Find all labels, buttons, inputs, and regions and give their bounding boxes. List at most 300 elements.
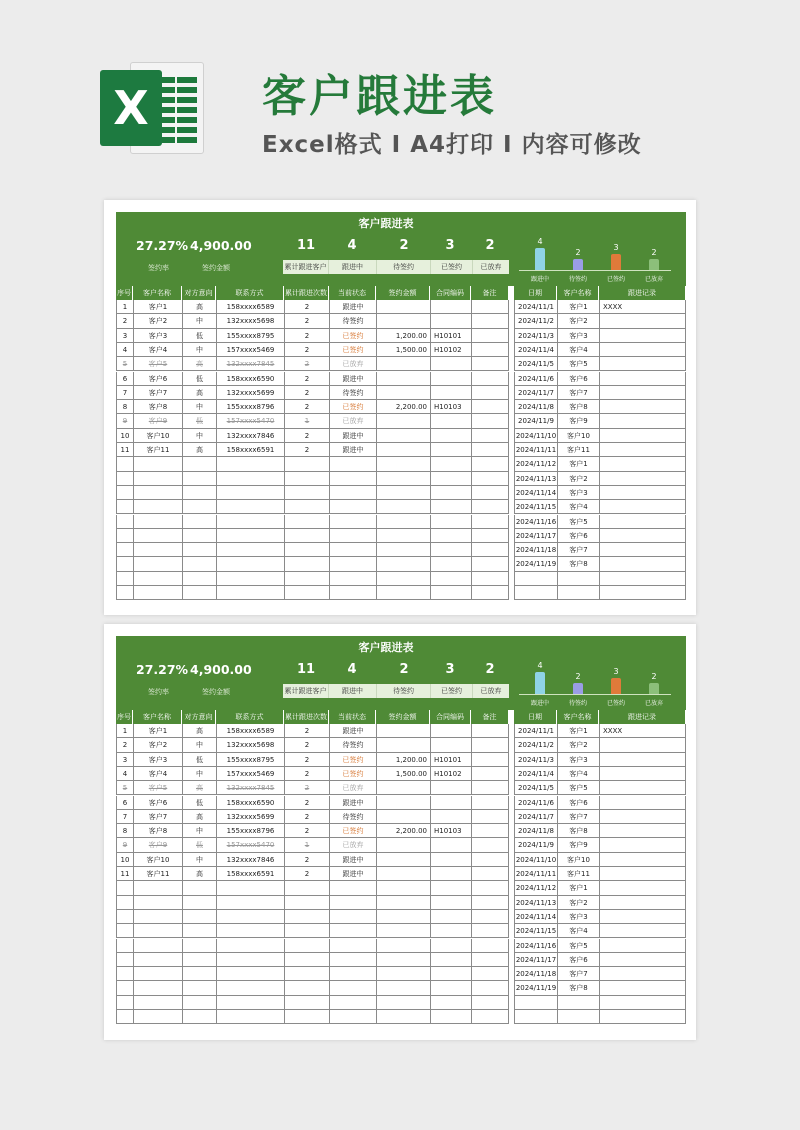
cell-phone[interactable]: [216, 981, 284, 995]
cell-note[interactable]: [471, 443, 509, 457]
cell-contract[interactable]: H10101: [430, 329, 471, 343]
cell-no[interactable]: [116, 924, 133, 938]
cell-phone[interactable]: [216, 910, 284, 924]
cell-amount[interactable]: [376, 996, 430, 1010]
log-cell-record[interactable]: [599, 924, 686, 938]
cell-amount[interactable]: [376, 300, 430, 314]
log-cell-date[interactable]: 2024/11/4: [514, 767, 557, 781]
cell-note[interactable]: [471, 500, 509, 514]
cell-amount[interactable]: [376, 472, 430, 486]
cell-intent[interactable]: 低: [182, 414, 216, 428]
cell-no[interactable]: 8: [116, 824, 133, 838]
cell-no[interactable]: 7: [116, 810, 133, 824]
cell-phone[interactable]: 132xxxx5698: [216, 738, 284, 752]
cell-status[interactable]: 已签约: [329, 767, 376, 781]
cell-note[interactable]: [471, 543, 509, 557]
cell-amount[interactable]: [376, 738, 430, 752]
cell-intent[interactable]: 中: [182, 314, 216, 328]
cell-contract[interactable]: [430, 996, 471, 1010]
log-cell-name[interactable]: 客户8: [557, 400, 599, 414]
cell-times[interactable]: 2: [284, 824, 329, 838]
cell-contract[interactable]: [430, 443, 471, 457]
cell-phone[interactable]: [216, 543, 284, 557]
log-cell-record[interactable]: [599, 543, 686, 557]
cell-no[interactable]: 9: [116, 838, 133, 852]
cell-contract[interactable]: H10102: [430, 767, 471, 781]
cell-amount[interactable]: [376, 586, 430, 600]
cell-no[interactable]: 10: [116, 429, 133, 443]
cell-status[interactable]: 已签约: [329, 343, 376, 357]
cell-contract[interactable]: [430, 810, 471, 824]
cell-amount[interactable]: 1,500.00: [376, 343, 430, 357]
cell-phone[interactable]: 132xxxx5699: [216, 810, 284, 824]
log-cell-record[interactable]: [599, 572, 686, 586]
cell-amount[interactable]: [376, 443, 430, 457]
cell-no[interactable]: 7: [116, 386, 133, 400]
cell-contract[interactable]: [430, 314, 471, 328]
cell-contract[interactable]: [430, 838, 471, 852]
cell-phone[interactable]: 157xxxx5469: [216, 767, 284, 781]
cell-intent[interactable]: [182, 500, 216, 514]
cell-status[interactable]: [329, 515, 376, 529]
cell-amount[interactable]: 2,200.00: [376, 824, 430, 838]
cell-amount[interactable]: [376, 838, 430, 852]
cell-phone[interactable]: [216, 500, 284, 514]
cell-times[interactable]: [284, 1010, 329, 1024]
log-cell-record[interactable]: [599, 329, 686, 343]
cell-amount[interactable]: 1,500.00: [376, 767, 430, 781]
cell-times[interactable]: 2: [284, 343, 329, 357]
cell-name[interactable]: [133, 472, 182, 486]
cell-name[interactable]: 客户2: [133, 738, 182, 752]
cell-phone[interactable]: 132xxxx5698: [216, 314, 284, 328]
cell-name[interactable]: [133, 586, 182, 600]
log-cell-record[interactable]: [599, 1010, 686, 1024]
cell-times[interactable]: 2: [284, 329, 329, 343]
cell-amount[interactable]: [376, 572, 430, 586]
cell-intent[interactable]: 高: [182, 867, 216, 881]
cell-phone[interactable]: 155xxxx8795: [216, 753, 284, 767]
cell-times[interactable]: 2: [284, 810, 329, 824]
cell-note[interactable]: [471, 867, 509, 881]
cell-no[interactable]: 11: [116, 443, 133, 457]
cell-note[interactable]: [471, 386, 509, 400]
cell-phone[interactable]: [216, 586, 284, 600]
log-cell-name[interactable]: 客户1: [557, 881, 599, 895]
cell-contract[interactable]: [430, 981, 471, 995]
cell-contract[interactable]: H10103: [430, 400, 471, 414]
cell-name[interactable]: 客户11: [133, 443, 182, 457]
column-header[interactable]: 合同编码: [430, 710, 470, 724]
cell-name[interactable]: 客户3: [133, 753, 182, 767]
cell-amount[interactable]: [376, 867, 430, 881]
cell-contract[interactable]: [430, 953, 471, 967]
cell-phone[interactable]: 132xxxx7846: [216, 429, 284, 443]
cell-contract[interactable]: [430, 557, 471, 571]
cell-note[interactable]: [471, 515, 509, 529]
cell-contract[interactable]: [430, 486, 471, 500]
log-cell-record[interactable]: [599, 586, 686, 600]
cell-amount[interactable]: [376, 429, 430, 443]
log-cell-name[interactable]: 客户7: [557, 543, 599, 557]
cell-times[interactable]: 2: [284, 738, 329, 752]
log-cell-record[interactable]: [599, 939, 686, 953]
log-cell-name[interactable]: 客户9: [557, 838, 599, 852]
log-cell-name[interactable]: 客户11: [557, 443, 599, 457]
cell-status[interactable]: [329, 543, 376, 557]
cell-contract[interactable]: [430, 586, 471, 600]
cell-amount[interactable]: [376, 796, 430, 810]
log-cell-name[interactable]: 客户5: [557, 781, 599, 795]
cell-intent[interactable]: 中: [182, 400, 216, 414]
log-cell-name[interactable]: 客户10: [557, 853, 599, 867]
cell-contract[interactable]: [430, 881, 471, 895]
cell-intent[interactable]: 低: [182, 796, 216, 810]
log-cell-name[interactable]: [557, 572, 599, 586]
cell-no[interactable]: [116, 472, 133, 486]
column-header[interactable]: 累计跟进次数: [284, 710, 328, 724]
cell-no[interactable]: [116, 953, 133, 967]
cell-status[interactable]: 跟进中: [329, 796, 376, 810]
cell-status[interactable]: [329, 557, 376, 571]
cell-no[interactable]: [116, 557, 133, 571]
cell-intent[interactable]: [182, 924, 216, 938]
cell-times[interactable]: 2: [284, 443, 329, 457]
log-cell-date[interactable]: 2024/11/17: [514, 953, 557, 967]
cell-no[interactable]: 4: [116, 343, 133, 357]
log-cell-date[interactable]: [514, 572, 557, 586]
cell-no[interactable]: [116, 896, 133, 910]
log-cell-name[interactable]: 客户7: [557, 386, 599, 400]
log-cell-date[interactable]: 2024/11/3: [514, 753, 557, 767]
cell-name[interactable]: [133, 967, 182, 981]
cell-contract[interactable]: [430, 457, 471, 471]
cell-note[interactable]: [471, 529, 509, 543]
cell-name[interactable]: 客户9: [133, 414, 182, 428]
log-cell-name[interactable]: [557, 1010, 599, 1024]
cell-times[interactable]: [284, 515, 329, 529]
cell-note[interactable]: [471, 400, 509, 414]
cell-amount[interactable]: [376, 910, 430, 924]
cell-phone[interactable]: 158xxxx6591: [216, 443, 284, 457]
cell-name[interactable]: 客户3: [133, 329, 182, 343]
cell-no[interactable]: 1: [116, 724, 133, 738]
cell-note[interactable]: [471, 910, 509, 924]
cell-name[interactable]: [133, 572, 182, 586]
cell-name[interactable]: [133, 939, 182, 953]
cell-status[interactable]: 待签约: [329, 314, 376, 328]
log-cell-date[interactable]: 2024/11/11: [514, 443, 557, 457]
cell-no[interactable]: [116, 515, 133, 529]
cell-amount[interactable]: [376, 557, 430, 571]
log-cell-date[interactable]: 2024/11/16: [514, 939, 557, 953]
cell-status[interactable]: [329, 486, 376, 500]
cell-amount[interactable]: [376, 953, 430, 967]
cell-intent[interactable]: 低: [182, 838, 216, 852]
cell-note[interactable]: [471, 753, 509, 767]
log-cell-record[interactable]: [599, 824, 686, 838]
cell-phone[interactable]: 132xxxx7845: [216, 357, 284, 371]
log-cell-name[interactable]: 客户2: [557, 896, 599, 910]
log-cell-name[interactable]: 客户1: [557, 457, 599, 471]
log-cell-record[interactable]: [599, 457, 686, 471]
cell-note[interactable]: [471, 724, 509, 738]
log-cell-name[interactable]: 客户5: [557, 939, 599, 953]
cell-times[interactable]: 2: [284, 796, 329, 810]
cell-phone[interactable]: [216, 953, 284, 967]
cell-note[interactable]: [471, 924, 509, 938]
cell-intent[interactable]: [182, 586, 216, 600]
cell-times[interactable]: 2: [284, 753, 329, 767]
cell-times[interactable]: 2: [284, 314, 329, 328]
cell-status[interactable]: 已放弃: [329, 838, 376, 852]
cell-amount[interactable]: [376, 515, 430, 529]
log-cell-name[interactable]: [557, 996, 599, 1010]
log-cell-date[interactable]: [514, 586, 557, 600]
log-cell-date[interactable]: 2024/11/18: [514, 543, 557, 557]
log-cell-record[interactable]: [599, 881, 686, 895]
log-cell-name[interactable]: 客户2: [557, 472, 599, 486]
cell-amount[interactable]: [376, 924, 430, 938]
cell-intent[interactable]: [182, 515, 216, 529]
log-cell-record[interactable]: [599, 738, 686, 752]
cell-times[interactable]: [284, 557, 329, 571]
cell-intent[interactable]: [182, 896, 216, 910]
cell-status[interactable]: 跟进中: [329, 300, 376, 314]
cell-note[interactable]: [471, 586, 509, 600]
cell-intent[interactable]: 高: [182, 300, 216, 314]
cell-no[interactable]: [116, 500, 133, 514]
cell-times[interactable]: 2: [284, 429, 329, 443]
cell-intent[interactable]: [182, 953, 216, 967]
cell-intent[interactable]: 高: [182, 357, 216, 371]
log-cell-record[interactable]: [599, 486, 686, 500]
cell-note[interactable]: [471, 300, 509, 314]
log-cell-record[interactable]: [599, 910, 686, 924]
column-header[interactable]: 客户名称: [133, 286, 181, 300]
cell-name[interactable]: 客户6: [133, 796, 182, 810]
log-cell-record[interactable]: [599, 515, 686, 529]
cell-contract[interactable]: H10101: [430, 753, 471, 767]
cell-no[interactable]: [116, 586, 133, 600]
cell-times[interactable]: 2: [284, 867, 329, 881]
log-cell-date[interactable]: 2024/11/2: [514, 738, 557, 752]
cell-note[interactable]: [471, 557, 509, 571]
cell-times[interactable]: 2: [284, 357, 329, 371]
cell-contract[interactable]: [430, 853, 471, 867]
log-cell-record[interactable]: [599, 343, 686, 357]
cell-no[interactable]: [116, 543, 133, 557]
cell-times[interactable]: 2: [284, 386, 329, 400]
cell-intent[interactable]: [182, 939, 216, 953]
cell-intent[interactable]: [182, 572, 216, 586]
cell-phone[interactable]: 158xxxx6590: [216, 796, 284, 810]
cell-note[interactable]: [471, 838, 509, 852]
cell-phone[interactable]: [216, 515, 284, 529]
cell-contract[interactable]: [430, 529, 471, 543]
cell-no[interactable]: [116, 457, 133, 471]
cell-name[interactable]: [133, 910, 182, 924]
log-cell-record[interactable]: [599, 386, 686, 400]
cell-amount[interactable]: [376, 853, 430, 867]
cell-status[interactable]: 跟进中: [329, 443, 376, 457]
log-cell-date[interactable]: 2024/11/4: [514, 343, 557, 357]
cell-name[interactable]: [133, 529, 182, 543]
log-cell-name[interactable]: 客户11: [557, 867, 599, 881]
log-cell-date[interactable]: 2024/11/15: [514, 500, 557, 514]
log-cell-record[interactable]: [599, 838, 686, 852]
log-cell-date[interactable]: 2024/11/15: [514, 924, 557, 938]
column-header[interactable]: 对方意向: [182, 710, 215, 724]
cell-note[interactable]: [471, 343, 509, 357]
log-cell-record[interactable]: [599, 529, 686, 543]
cell-note[interactable]: [471, 953, 509, 967]
cell-amount[interactable]: [376, 881, 430, 895]
log-cell-date[interactable]: 2024/11/7: [514, 810, 557, 824]
cell-contract[interactable]: [430, 781, 471, 795]
cell-phone[interactable]: 157xxxx5469: [216, 343, 284, 357]
cell-no[interactable]: [116, 939, 133, 953]
log-cell-record[interactable]: [599, 400, 686, 414]
cell-note[interactable]: [471, 472, 509, 486]
cell-intent[interactable]: 中: [182, 824, 216, 838]
column-header[interactable]: 合同编码: [430, 286, 470, 300]
cell-amount[interactable]: [376, 981, 430, 995]
cell-amount[interactable]: [376, 781, 430, 795]
cell-note[interactable]: [471, 967, 509, 981]
cell-phone[interactable]: [216, 486, 284, 500]
cell-no[interactable]: [116, 486, 133, 500]
cell-status[interactable]: 跟进中: [329, 372, 376, 386]
cell-no[interactable]: 6: [116, 372, 133, 386]
log-cell-name[interactable]: 客户5: [557, 357, 599, 371]
cell-contract[interactable]: [430, 910, 471, 924]
cell-amount[interactable]: [376, 724, 430, 738]
cell-contract[interactable]: [430, 515, 471, 529]
cell-phone[interactable]: 132xxxx7845: [216, 781, 284, 795]
cell-contract[interactable]: [430, 896, 471, 910]
cell-phone[interactable]: 158xxxx6589: [216, 300, 284, 314]
cell-no[interactable]: [116, 996, 133, 1010]
column-header[interactable]: 当前状态: [329, 286, 375, 300]
cell-intent[interactable]: 低: [182, 753, 216, 767]
cell-note[interactable]: [471, 429, 509, 443]
cell-phone[interactable]: [216, 996, 284, 1010]
cell-amount[interactable]: [376, 967, 430, 981]
cell-contract[interactable]: [430, 414, 471, 428]
log-cell-record[interactable]: [599, 472, 686, 486]
cell-name[interactable]: [133, 486, 182, 500]
cell-contract[interactable]: [430, 796, 471, 810]
cell-phone[interactable]: 158xxxx6591: [216, 867, 284, 881]
cell-status[interactable]: [329, 1010, 376, 1024]
cell-times[interactable]: [284, 939, 329, 953]
cell-phone[interactable]: 157xxxx5470: [216, 414, 284, 428]
cell-no[interactable]: [116, 529, 133, 543]
log-cell-date[interactable]: 2024/11/9: [514, 838, 557, 852]
log-cell-record[interactable]: [599, 967, 686, 981]
cell-intent[interactable]: [182, 543, 216, 557]
cell-status[interactable]: 已签约: [329, 329, 376, 343]
log-cell-record[interactable]: [599, 767, 686, 781]
cell-times[interactable]: 2: [284, 372, 329, 386]
log-cell-date[interactable]: 2024/11/10: [514, 429, 557, 443]
log-column-header[interactable]: 客户名称: [557, 286, 598, 300]
log-cell-record[interactable]: [599, 557, 686, 571]
cell-amount[interactable]: [376, 896, 430, 910]
cell-amount[interactable]: 2,200.00: [376, 400, 430, 414]
cell-status[interactable]: 已放弃: [329, 781, 376, 795]
log-cell-name[interactable]: [557, 586, 599, 600]
cell-intent[interactable]: [182, 910, 216, 924]
cell-note[interactable]: [471, 996, 509, 1010]
cell-phone[interactable]: [216, 924, 284, 938]
cell-note[interactable]: [471, 781, 509, 795]
cell-note[interactable]: [471, 853, 509, 867]
column-header[interactable]: 签约金额: [376, 286, 429, 300]
log-column-header[interactable]: 日期: [514, 710, 556, 724]
cell-no[interactable]: [116, 967, 133, 981]
cell-amount[interactable]: [376, 314, 430, 328]
cell-phone[interactable]: [216, 472, 284, 486]
cell-status[interactable]: [329, 996, 376, 1010]
cell-status[interactable]: [329, 896, 376, 910]
log-cell-date[interactable]: 2024/11/1: [514, 724, 557, 738]
cell-status[interactable]: 已签约: [329, 753, 376, 767]
log-cell-record[interactable]: [599, 443, 686, 457]
log-cell-record[interactable]: [599, 753, 686, 767]
cell-contract[interactable]: [430, 472, 471, 486]
cell-amount[interactable]: [376, 457, 430, 471]
log-cell-name[interactable]: 客户3: [557, 329, 599, 343]
cell-name[interactable]: 客户7: [133, 386, 182, 400]
cell-no[interactable]: 9: [116, 414, 133, 428]
cell-contract[interactable]: [430, 724, 471, 738]
cell-no[interactable]: 5: [116, 357, 133, 371]
cell-times[interactable]: [284, 457, 329, 471]
column-header[interactable]: 当前状态: [329, 710, 375, 724]
cell-amount[interactable]: [376, 543, 430, 557]
cell-no[interactable]: 2: [116, 738, 133, 752]
cell-phone[interactable]: [216, 881, 284, 895]
cell-name[interactable]: [133, 996, 182, 1010]
cell-name[interactable]: 客户8: [133, 824, 182, 838]
log-cell-name[interactable]: 客户8: [557, 557, 599, 571]
cell-name[interactable]: [133, 515, 182, 529]
cell-name[interactable]: 客户4: [133, 343, 182, 357]
cell-name[interactable]: 客户2: [133, 314, 182, 328]
cell-times[interactable]: [284, 572, 329, 586]
log-cell-name[interactable]: 客户3: [557, 753, 599, 767]
log-cell-date[interactable]: 2024/11/7: [514, 386, 557, 400]
cell-times[interactable]: [284, 486, 329, 500]
log-cell-date[interactable]: 2024/11/5: [514, 781, 557, 795]
log-cell-date[interactable]: 2024/11/14: [514, 486, 557, 500]
cell-note[interactable]: [471, 457, 509, 471]
log-cell-name[interactable]: 客户2: [557, 314, 599, 328]
cell-status[interactable]: [329, 953, 376, 967]
log-cell-date[interactable]: 2024/11/18: [514, 967, 557, 981]
cell-amount[interactable]: 1,200.00: [376, 329, 430, 343]
column-header[interactable]: 备注: [471, 710, 508, 724]
cell-no[interactable]: 2: [116, 314, 133, 328]
log-cell-name[interactable]: 客户3: [557, 486, 599, 500]
cell-phone[interactable]: 155xxxx8796: [216, 400, 284, 414]
cell-contract[interactable]: [430, 543, 471, 557]
log-cell-date[interactable]: 2024/11/11: [514, 867, 557, 881]
log-cell-date[interactable]: 2024/11/3: [514, 329, 557, 343]
cell-status[interactable]: [329, 924, 376, 938]
